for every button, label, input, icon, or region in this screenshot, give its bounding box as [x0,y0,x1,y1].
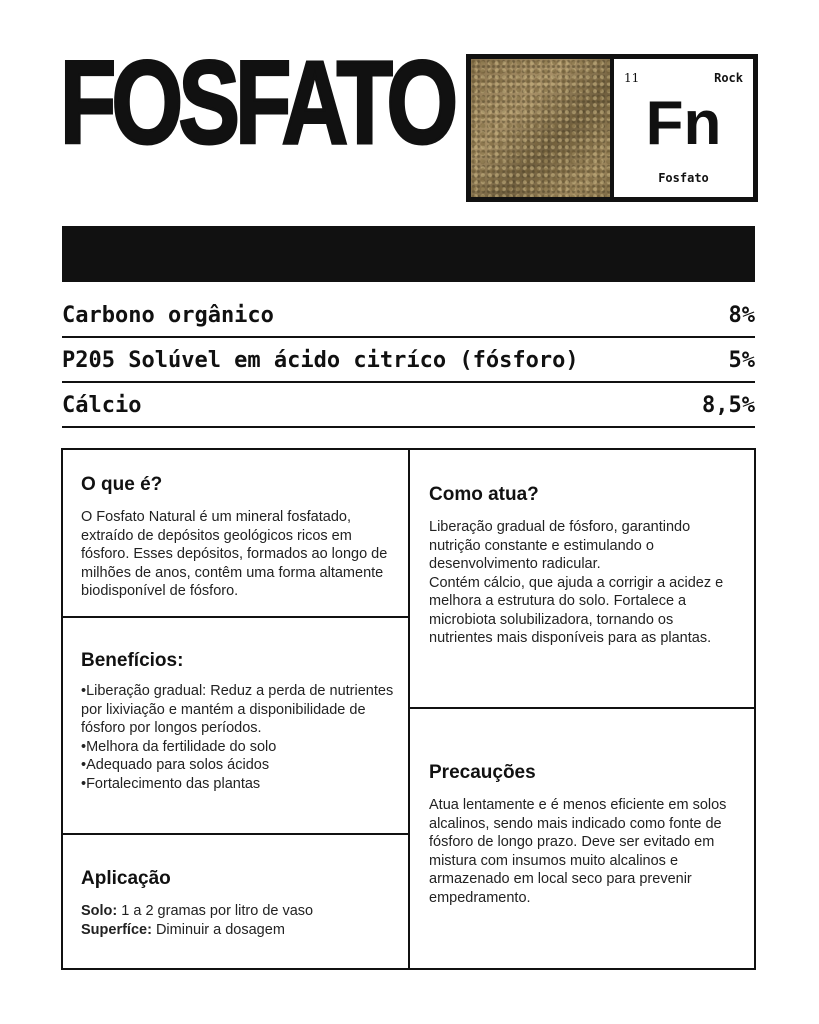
grid-divider [63,616,409,618]
composition-label: P205 Solúvel em ácido citríco (fósforo) [62,347,579,373]
composition-value: 8,5% [702,392,755,418]
section-text: Liberação gradual de fósforo, garantindo nutrição constante e estimulando o desenvolvimento radicular. [429,519,691,572]
application-solo-text: 1 a 2 gramas por litro de vaso [117,903,314,919]
section-application [81,868,399,939]
application-surface-label: Superfíce: [81,921,152,938]
section-text: O Fosfato Natural é um mineral fosfatado, extraído de depósitos geológicos ricos em fósforo. Esses depósitos, formados ao longo de milhões de anos, contêm uma forma altamente biodisponível de fósforo. [81,509,388,599]
grid-divider [408,450,410,970]
list-item: • Fortalecimento das plantas [81,775,399,794]
composition-row [62,384,755,428]
section-title: Benefícios: [81,650,184,671]
list-item: • Liberação gradual: Reduz a perda de nutrientes por lixiviação e mantém a disponibilidade de fósforo por longos períodos. [81,682,399,738]
grid-divider [409,707,756,709]
black-banner [62,226,755,282]
section-title: Como atua? [429,484,539,505]
application-solo [81,902,399,921]
element-number: 11 [624,71,640,85]
application-surface [81,921,399,940]
section-text: Atua lentamente e é menos eficiente em solos alcalinos, sendo mais indicado como fonte de fósforo de longo prazo. Deve ser evitado em mistura com insumos muito alcalinos e armazenado em local seco para prevenir empedramento. [429,797,727,906]
composition-row [62,294,755,338]
section-title: Precauções [429,762,536,783]
section-what [81,474,396,601]
composition-value: 8% [728,302,755,328]
element-card [466,54,758,202]
composition-label: Cálcio [62,392,142,418]
section-title: Aplicação [81,868,171,889]
element-tile [614,59,753,197]
section-title: O que é? [81,474,163,495]
application-surface-text: Diminuir a dosagem [151,921,285,938]
section-how [429,484,739,648]
section-benefits [81,650,399,793]
page-title: FOSFATO [60,37,454,169]
composition-row [62,339,755,383]
application-solo-label: Solo: [81,903,118,919]
info-grid [61,448,756,970]
element-symbol: Fn [645,89,722,158]
list-item: • Adequado para solos ácidos [81,756,399,775]
grid-divider [63,833,409,835]
composition-label: Carbono orgânico [62,302,274,328]
benefits-list [81,682,399,793]
list-item: • Melhora da fertilidade do solo [81,738,399,757]
rock-sample-photo [471,59,614,197]
section-precautions [429,762,739,907]
element-name: Fosfato [658,171,709,185]
element-type: Rock [714,71,743,85]
composition-value: 5% [728,347,755,373]
section-text: Contém cálcio, que ajuda a corrigir a acidez e melhora a estrutura do solo. Fortalece a microbiota solubilizadora, tornando os nutrientes mais disponíveis para as plantas. [429,574,724,646]
